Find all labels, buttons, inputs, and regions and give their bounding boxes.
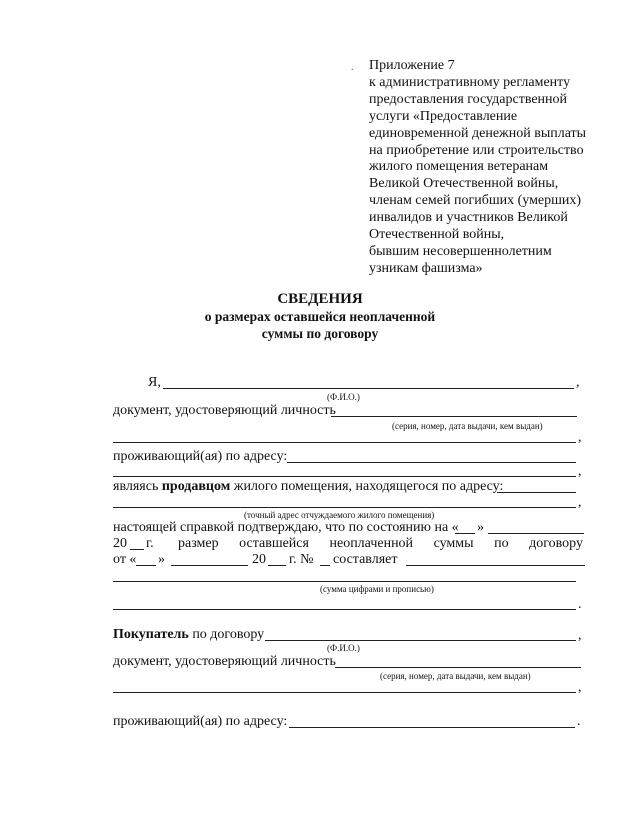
buyer-suffix: по договору — [192, 627, 265, 642]
appendix-line: к административному регламенту — [369, 74, 571, 90]
contract-day-line[interactable] — [136, 565, 156, 566]
fio-hint: (Ф.И.О.) — [327, 643, 360, 653]
fio-hint: (Ф.И.О.) — [327, 392, 360, 402]
address-label: проживающий(ая) по адресу: — [113, 449, 288, 464]
composes: составляет — [333, 552, 398, 567]
buyer-address-line[interactable] — [289, 727, 575, 728]
word: оставшейся — [239, 536, 309, 551]
comma: , — [578, 430, 582, 445]
doc-hint: (серия, номер, дата выдачи, кем выдан) — [392, 421, 543, 431]
address-hint: (точный адрес отчуждаемого жилого помещения) — [244, 510, 435, 520]
seller-doc-line[interactable] — [331, 416, 577, 417]
comma: , — [578, 495, 582, 510]
appendix-line: единовременной денежной выплаты — [369, 125, 587, 141]
doc-hint: (серия, номер, дата выдачи, кем выдан) — [380, 671, 531, 681]
appendix-line: жилого помещения ветеранам — [369, 159, 549, 175]
comma: , — [578, 680, 582, 695]
year-suffix: г. — [146, 536, 154, 551]
seller-prefix: являясь — [113, 479, 159, 494]
appendix-line: Великой Отечественной войны, — [369, 176, 559, 192]
seller-address-line-2[interactable] — [113, 476, 576, 477]
seller-statement — [113, 479, 503, 495]
appendix-line: предоставления государственной — [369, 91, 568, 107]
property-address-line-2[interactable] — [113, 507, 576, 508]
buyer-doc-line-2[interactable] — [113, 692, 576, 693]
buyer-bold: Покупатель — [113, 627, 189, 642]
quote-close: » — [158, 552, 165, 567]
appendix-line: Отечественной войны, — [369, 227, 505, 243]
document-subtitle-line2: суммы по договору — [261, 326, 379, 341]
appendix-line: на приобретение или строительство — [369, 142, 584, 158]
document-title: СВЕДЕНИЯ — [277, 291, 363, 307]
period: . — [577, 714, 581, 729]
appendix-header — [369, 58, 586, 278]
doc-label: документ, удостоверяющий личность — [113, 654, 336, 669]
buyer-doc-line[interactable] — [335, 667, 581, 668]
g-no: г. № — [289, 552, 314, 567]
appendix-line: узникам фашизма» — [369, 260, 483, 276]
contract-year-line[interactable] — [268, 565, 286, 566]
property-address-line[interactable] — [497, 492, 576, 493]
from-text: от « — [113, 552, 137, 567]
comma: , — [578, 464, 582, 479]
year-line[interactable] — [130, 549, 144, 550]
period: . — [578, 597, 582, 612]
sum-line-3[interactable] — [113, 609, 576, 610]
contract-number-line[interactable] — [320, 565, 330, 566]
word: размер — [178, 536, 219, 551]
appendix-line: бывшим несовершеннолетним — [369, 243, 552, 259]
word: суммы — [433, 536, 474, 551]
doc-label: документ, удостоверяющий личность — [113, 403, 336, 418]
buyer-statement — [113, 627, 264, 643]
sum-line[interactable] — [406, 565, 585, 566]
seller-doc-line-2[interactable] — [113, 442, 576, 443]
quote-close: » — [477, 520, 484, 535]
scan-mark: . — [351, 62, 354, 73]
word: по — [494, 536, 509, 551]
ya-label: Я, — [148, 375, 161, 390]
appendix-line: членам семей погибших (умерших) — [369, 193, 582, 209]
seller-address-line[interactable] — [287, 462, 576, 463]
comma: , — [578, 628, 582, 643]
comma: , — [576, 375, 580, 390]
year-short: 20 — [252, 552, 266, 567]
contract-month-line[interactable] — [171, 565, 248, 566]
document-subtitle-line1: о размерах оставшейся неоплаченной — [204, 309, 436, 324]
sum-line-2[interactable] — [113, 581, 576, 582]
date-day-line[interactable] — [455, 533, 475, 534]
word: договору — [529, 536, 583, 551]
appendix-line: инвалидов и участников Великой — [369, 210, 568, 226]
justified-row — [178, 536, 583, 552]
seller-suffix: жилого помещения, находящегося по адресу: — [233, 479, 504, 494]
appendix-line: услуги «Предоставление — [369, 108, 518, 124]
date-month-line[interactable] — [488, 533, 584, 534]
sum-hint: (сумма цифрами и прописью) — [320, 584, 434, 594]
appendix-line: Приложение 7 — [369, 58, 455, 73]
buyer-fio-line[interactable] — [265, 640, 576, 641]
word: неоплаченной — [329, 536, 414, 551]
confirm-text: настоящей справкой подтверждаю, что по состоянию на « — [113, 520, 459, 535]
year-prefix: 20 — [113, 536, 127, 551]
seller-bold: продавцом — [161, 479, 231, 494]
seller-fio-line[interactable] — [163, 388, 574, 389]
address-label: проживающий(ая) по адресу: — [113, 714, 288, 729]
